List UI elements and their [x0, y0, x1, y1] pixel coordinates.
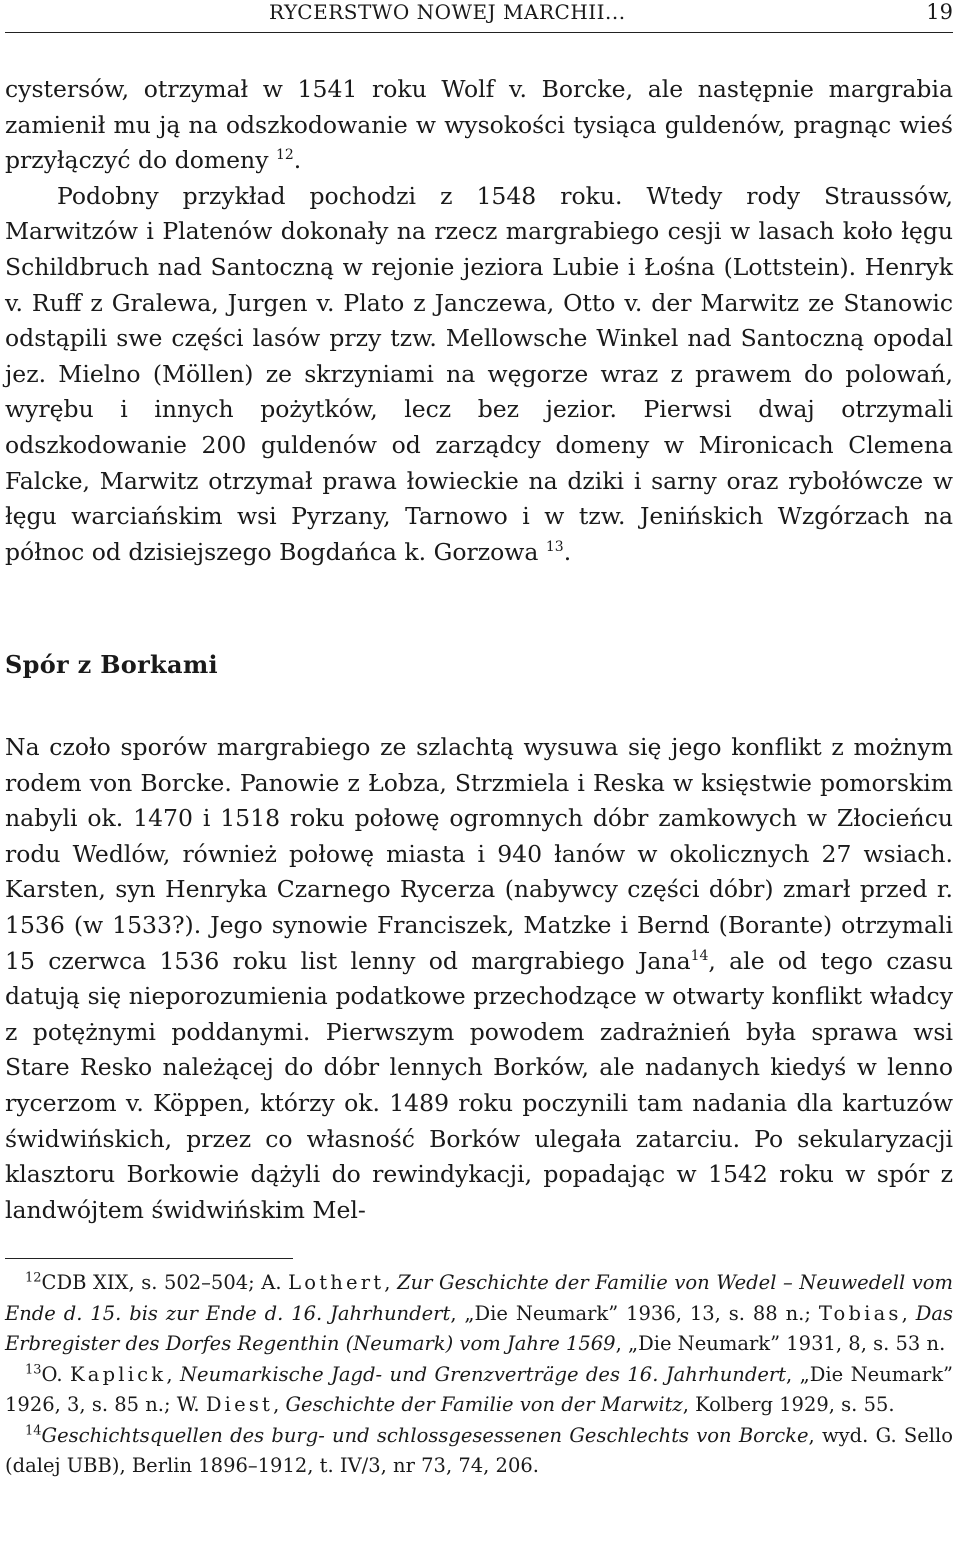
footnote-ref-14[interactable]: 14: [690, 947, 709, 964]
footnote-ref-12[interactable]: 12: [275, 147, 294, 164]
footnote-title: Zur Geschichte der Familie von Wedel – Neuwedell vom Ende d. 15. bis zur Ende d. 16. Jahrhundert: [5, 1271, 953, 1325]
paragraph-borcke: [5, 730, 953, 1228]
footnote-text: , wyd. G. Sello (dalej UBB), Berlin 1896–1912, t. IV/3, nr 73, 74, 206.: [5, 1423, 953, 1477]
page-number: 19: [926, 0, 953, 24]
footnote-author: Diest: [205, 1393, 274, 1416]
footnote-text: ,: [384, 1271, 398, 1294]
paragraph-text-cont: , ale od tego czasu datują się nieporozumienia podatkowe przechodzące w otwarty konflikt władcy z potężnymi poddanymi. Pierwszym powodem zadrażnień była sprawa wsi Stare Resko należącej do dóbr lennych Borków, ale nadanych kiedyś w lenno rycerzom v. Köppen, którzy ok. 1489 roku poczynili tam nadania dla kartuzów świdwińskich, przez co własność Borków ulegała zatarciu. Po sekularyzacji klasztoru Borkowie dążyli do rewindykacji, popadając w 1542 roku w spór z landwójtem świdwińskim Mel-: [5, 946, 953, 1224]
footnote-number: 14: [25, 1423, 42, 1438]
page: [5, 0, 953, 1477]
footnote-text: , „Die Neumark” 1926, 3, s. 85 n.; W.: [5, 1362, 953, 1416]
footnote-13: [5, 1360, 953, 1421]
paragraph-straussow: [5, 179, 953, 571]
footnote-text: O.: [41, 1362, 71, 1386]
footnote-title: Geschichtsquellen des burg- und schlossgesessenen Geschlechts von Borcke: [41, 1423, 809, 1447]
footnote-ref-13[interactable]: 13: [545, 538, 564, 555]
footnote-text: ,: [273, 1393, 286, 1416]
footnote-text: ,: [901, 1301, 916, 1325]
running-title: RYCERSTWO NOWEJ MARCHII...: [269, 0, 626, 24]
section-heading: Spór z Borkami: [5, 650, 218, 679]
paragraph-text: cystersów, otrzymał w 1541 roku Wolf v. Borcke, ale następnie margrabia zamienił mu ją na odszkodowanie w wysokości tysiąca guldenów, pragnąc wieś przyłączyć do domeny: [5, 75, 953, 175]
footnote-text: , „Die Neumark” 1931, 8, s. 53 n.: [615, 1332, 946, 1355]
paragraph-end: .: [563, 537, 572, 566]
footnote-text: CDB XIX, s. 502–504; A.: [41, 1271, 289, 1294]
footnote-author: Lothert: [288, 1271, 385, 1294]
paragraph-continuation: [5, 72, 953, 179]
footnote-12: [5, 1268, 953, 1360]
paragraph-text: Podobny przykład pochodzi z 1548 roku. Wtedy rody Straussów, Marwitzów i Platenów dokonały na rzecz margrabiego cesji w lasach koło łęgu Schildbruch nad Santoczną w rejonie jeziora Lubie i Łośna (Lottstein). Henryk v. Ruff z Gralewa, Jurgen v. Plato z Janczewa, Otto v. der Marwitz ze Stanowic odstąpili swe części lasów przy tzw. Mellowsche Winkel nad Santoczną opodal jez. Mielno (Möllen) ze skrzyniami na węgorze wraz z prawem do polowań, wyrębu i innych pożytków, lecz bez jezior. Pierwsi dwaj otrzymali odszkodowanie 200 guldenów od zarządcy domeny w Mironicach Clemena Falcke, Marwitz otrzymał prawa łowieckie na dziki i sarny oraz rybołówcze w łęgu warciańskim wsi Pyrzany, Tarnowo i w tzw. Jenińskich Wzgórzach na północ od dzisiejszego Bogdańca k. Gorzowa: [5, 181, 953, 566]
paragraph-end: .: [293, 146, 302, 175]
footnote-author: Tobias: [818, 1301, 902, 1325]
footnote-14: [5, 1421, 953, 1482]
footnote-title: Geschichte der Familie von der Marwitz: [285, 1393, 683, 1416]
paragraph-text: Na czoło sporów margrabiego ze szlachtą wysuwa się jego konflikt z możnym rodem von Borcke. Panowie z Łobza, Strzmiela i Reska w księstwie pomorskim nabyli ok. 1470 i 1518 roku połowę ogromnych dóbr zamkowych w Złocieńcu rodu Wedlów, również połowę miasta i 940 łanów w okolicznych 27 wsiach. Karsten, syn Henryka Czarnego Rycerza (nabywcy części dóbr) zmarł przed r. 1536 (w 1533?). Jego synowie Franciszek, Matzke i Bernd (Borante) otrzymali 15 czerwca 1536 roku list lenny od margrabiego Jana: [5, 733, 953, 975]
footnote-number: 12: [25, 1270, 42, 1286]
section-borkami: [5, 730, 953, 1228]
footnote-text: ,: [166, 1362, 180, 1386]
footnote-text: , Kolberg 1929, s. 55.: [682, 1393, 895, 1416]
footnote-title: Neumarkische Jagd- und Grenzverträge des 16. Jahrhundert: [179, 1362, 787, 1386]
running-header: [5, 0, 953, 33]
footnote-author: Kaplick: [70, 1362, 167, 1386]
footnote-text: , „Die Neumark” 1936, 13, s. 88 n.;: [450, 1301, 819, 1325]
footnote-rule: [5, 1258, 293, 1259]
footnote-title: Das Erbregister des Dorfes Regenthin (Neumark) vom Jahre 1569: [5, 1301, 953, 1355]
footnote-number: 13: [25, 1362, 42, 1377]
footnotes: [5, 1268, 953, 1482]
